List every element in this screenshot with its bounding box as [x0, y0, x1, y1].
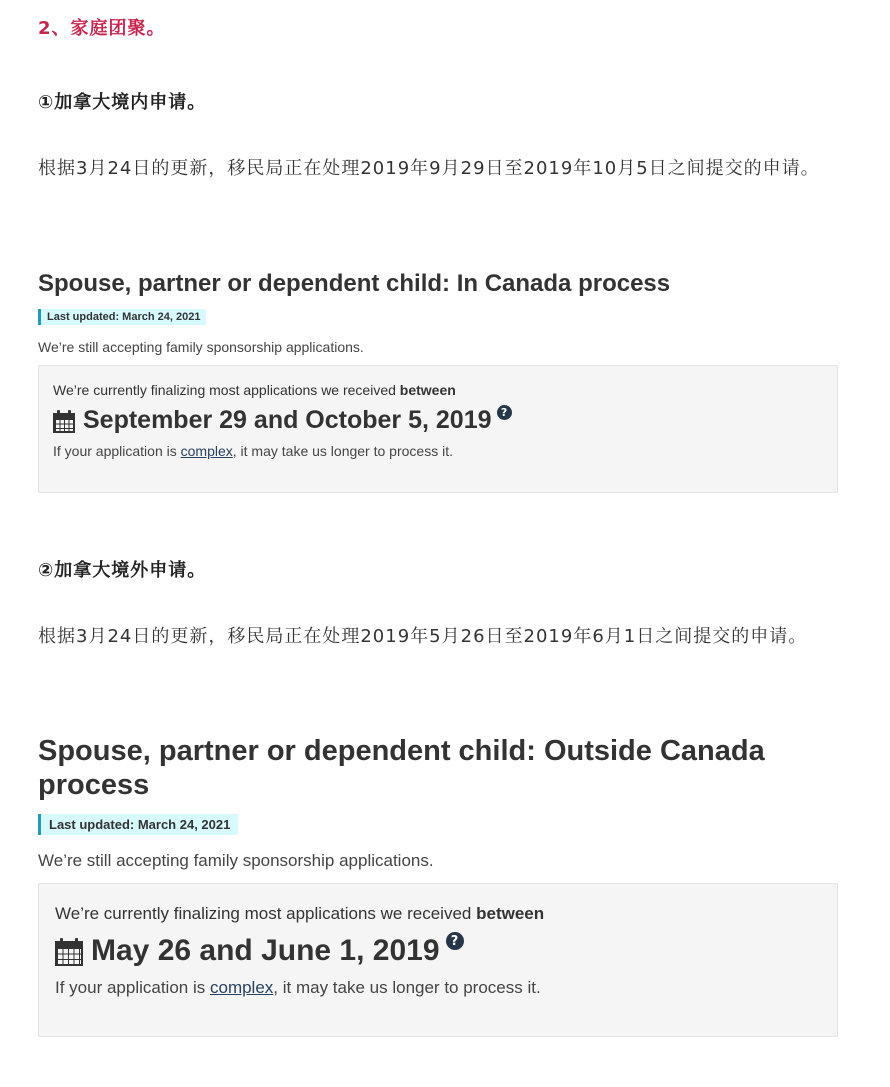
date-range-line [53, 406, 823, 435]
complex-link[interactable]: complex [180, 443, 233, 459]
last-updated-badge: Last updated: March 24, 2021 [38, 814, 238, 835]
calendar-icon [55, 941, 83, 966]
page-title: Spouse, partner or dependent child: In Canada process [38, 270, 671, 297]
inland-screenshot [38, 268, 838, 493]
status-note: We’re still accepting family sponsorship applications. [38, 339, 364, 355]
page-title: Spouse, partner or dependent child: Outside Canada process [38, 735, 765, 801]
question-circle-icon[interactable]: ? [446, 932, 464, 950]
processing-card [38, 365, 838, 493]
card-intro: We’re currently finalizing most applications we received between [55, 904, 545, 923]
calendar-icon [53, 413, 75, 433]
inland-heading: ①加拿大境内申请。 [38, 92, 207, 113]
date-range-line [55, 934, 821, 968]
inland-paragraph: 根据3月24日的更新，移民局正在处理2019年9月29日至2019年10月5日之间提交的申请。 [38, 158, 820, 179]
outland-paragraph: 根据3月24日的更新，移民局正在处理2019年5月26日至2019年6月1日之间提交的申请。 [38, 626, 808, 647]
status-note: We’re still accepting family sponsorship applications. [38, 851, 434, 870]
complex-link[interactable]: complex [209, 978, 274, 997]
processing-card [38, 883, 838, 1037]
card-intro-bold: between [476, 904, 545, 923]
date-range: May 26 and June 1, 2019 [91, 934, 440, 967]
outland-screenshot [38, 734, 838, 1037]
card-intro: We’re currently finalizing most applications we received between [53, 382, 456, 398]
card-footnote: If your application is complex, it may take us longer to process it. [55, 978, 541, 997]
section-heading: 2、家庭团聚。 [38, 18, 166, 39]
card-intro-bold: between [399, 382, 456, 398]
question-circle-icon[interactable]: ? [497, 405, 512, 420]
date-range: September 29 and October 5, 2019 [83, 406, 492, 434]
outland-heading: ②加拿大境外申请。 [38, 560, 207, 581]
last-updated-badge: Last updated: March 24, 2021 [38, 309, 206, 325]
card-footnote: If your application is complex, it may take us longer to process it. [53, 443, 453, 459]
